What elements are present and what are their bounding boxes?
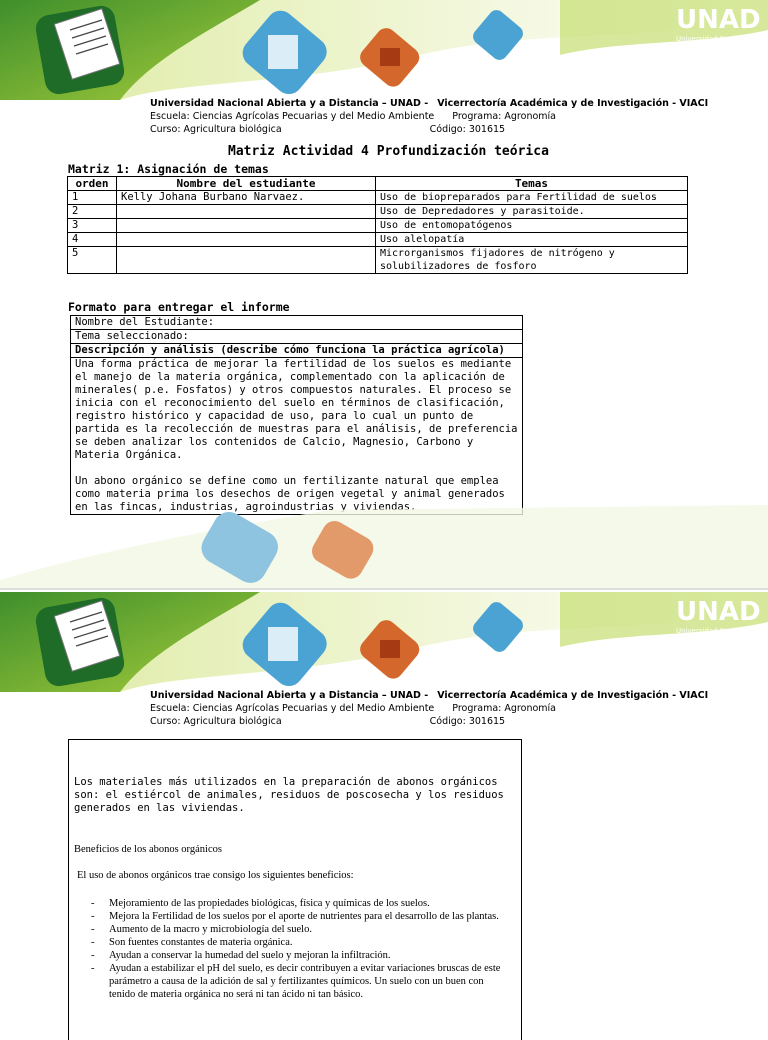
page-separator — [0, 588, 768, 590]
col-orden: orden — [68, 177, 117, 191]
report-body — [71, 358, 523, 515]
cell-nombre — [117, 205, 376, 219]
report-continuation-box — [68, 739, 522, 1040]
benefits-list — [69, 897, 509, 1001]
program-name: Programa: Agronomía — [452, 111, 556, 122]
unad-logo-text: UNAD — [676, 597, 761, 627]
benefit-text: Aumento de la macro y microbiología del suelo. — [109, 924, 312, 935]
cell-orden: 5 — [68, 247, 117, 274]
benefit-text: Mejora la Fertilidad de los suelos por el aporte de nutrientes para el desarrollo de las plantas. — [109, 911, 499, 922]
matrix-title: Matriz 1: Asignación de temas — [68, 162, 269, 176]
table-row — [68, 191, 688, 205]
benefit-text: Ayudan a conservar la humedad del suelo y mejoran la infiltración. — [109, 950, 391, 961]
program-name: Programa: Agronomía — [452, 703, 556, 714]
list-item: - Son fuentes constantes de materia orgánica. — [91, 937, 293, 948]
table-row — [68, 219, 688, 233]
header-banner-graphic — [0, 592, 768, 692]
benefits-intro: El uso de abonos orgánicos trae consigo los siguientes beneficios: — [77, 870, 354, 881]
footer-decoration — [0, 505, 768, 590]
list-item: - Mejora la Fertilidad de los suelos por el aporte de nutrientes para el desarrollo de las plantas. — [91, 911, 499, 922]
cell-nombre — [117, 233, 376, 247]
cell-orden: 1 — [68, 191, 117, 205]
report-format-table — [70, 315, 523, 515]
university-name: Universidad Nacional Abierta y a Distancia – UNAD - — [150, 690, 429, 701]
form-student-label: Nombre del Estudiante: — [71, 316, 523, 330]
list-item: - Mejoramiento de las propiedades biológicas, física y químicas de los suelos. — [91, 898, 430, 909]
vice-rectory: Vicerrectoría Académica y de Investigación - VIACI — [437, 690, 709, 701]
course-name: Curso: Agricultura biológica — [150, 124, 282, 135]
unad-logo-subtitle: Universidad Nacional — [676, 35, 751, 43]
institution-header — [150, 689, 710, 728]
list-item: - Aumento de la macro y microbiología del suelo. — [91, 924, 312, 935]
table-row — [68, 233, 688, 247]
cell-tema: Microrganismos fijadores de nitrógeno y solubilizadores de fosforo — [376, 247, 688, 274]
cell-tema: Uso de biopreparados para Fertilidad de suelos — [376, 191, 688, 205]
list-item: - Ayudan a conservar la humedad del suelo y mejoran la infiltración. — [91, 950, 391, 961]
cell-nombre — [117, 219, 376, 233]
unad-logo-subtitle: Abierta y a Distancia — [676, 43, 750, 51]
cell-orden: 3 — [68, 219, 117, 233]
vice-rectory: Vicerrectoría Académica y de Investigación - VIACI — [437, 98, 709, 109]
cell-tema: Uso de entomopatógenos — [376, 219, 688, 233]
cell-nombre: Kelly Johana Burbano Narvaez. — [117, 191, 376, 205]
cell-tema: Uso alelopatía — [376, 233, 688, 247]
list-item: - Ayudan a estabilizar el pH del suelo, es decir contribuyen a evitar variaciones bruscas de este parámetro a causa de la adición de sal y fertilizantes químicos. Un suelo con un buen con tenido de materia orgánica no será ni tan ácido ni tan básico. — [91, 963, 501, 1000]
form-section-heading: Descripción y análisis (describe cómo funciona la práctica agrícola) — [71, 344, 523, 358]
table-row — [68, 247, 688, 274]
report-paragraph: Los materiales más utilizados en la preparación de abonos orgánicos son: el estiércol de animales, residuos de poscosecha y los residuos generados en las viviendas. — [74, 776, 504, 814]
topics-table — [67, 176, 688, 274]
course-code: Código: 301615 — [429, 716, 506, 727]
university-name: Universidad Nacional Abierta y a Distancia – UNAD - — [150, 98, 429, 109]
benefits-title: Beneficios de los abonos orgánicos — [74, 844, 222, 855]
unad-logo-subtitle: Universidad Nacional — [676, 627, 751, 635]
report-paragraph: Un abono orgánico se define como un fertilizante natural que emplea como materia prima los desechos de origen vegetal y animal generados en las fincas, industrias, agroindustrias y viviendas. — [75, 475, 505, 513]
cell-tema: Uso de Depredadores y parasitoide. — [376, 205, 688, 219]
school-name: Escuela: Ciencias Agrícolas Pecuarias y del Medio Ambiente — [150, 703, 435, 714]
benefit-text: Son fuentes constantes de materia orgánica. — [109, 937, 293, 948]
course-name: Curso: Agricultura biológica — [150, 716, 282, 727]
cell-nombre — [117, 247, 376, 274]
unad-logo-subtitle: Abierta y a Distancia — [676, 635, 750, 643]
unad-logo — [676, 597, 766, 657]
page-title: Matriz Actividad 4 Profundización teórica — [228, 144, 549, 159]
course-code: Código: 301615 — [429, 124, 506, 135]
col-temas: Temas — [376, 177, 688, 191]
benefit-text: Ayudan a estabilizar el pH del suelo, es decir contribuyen a evitar variaciones bruscas de este parámetro a causa de la adición de sal y fertilizantes químicos. Un suelo con un buen con tenido de materia orgánica no será ni tan ácido ni tan básico. — [109, 963, 501, 1000]
table-row — [68, 205, 688, 219]
form-topic-label: Tema seleccionado: — [71, 330, 523, 344]
cell-orden: 4 — [68, 233, 117, 247]
format-title: Formato para entregar el informe — [68, 300, 290, 314]
unad-logo-text: UNAD — [676, 5, 761, 35]
school-name: Escuela: Ciencias Agrícolas Pecuarias y del Medio Ambiente — [150, 111, 435, 122]
cell-orden: 2 — [68, 205, 117, 219]
unad-logo — [676, 5, 766, 65]
report-paragraph: Una forma práctica de mejorar la fertilidad de los suelos es mediante el manejo de la materia orgánica, complementado con la aplicación de minerales( p.e. Fosfatos) y otros compuestos naturales. El proceso se inicia con el reconocimiento del suelo en términos de clasificación, registro histórico y capacidad de uso, para lo cual un punto de partida es la recolección de muestras para el análisis, de preferencia se deben analizar los contenidos de Calcio, Magnesio, Carbono y Materia Orgánica. — [75, 358, 518, 461]
col-nombre: Nombre del estudiante — [117, 177, 376, 191]
institution-header — [150, 97, 710, 136]
header-banner-graphic — [0, 0, 768, 100]
benefit-text: Mejoramiento de las propiedades biológicas, física y químicas de los suelos. — [109, 898, 430, 909]
